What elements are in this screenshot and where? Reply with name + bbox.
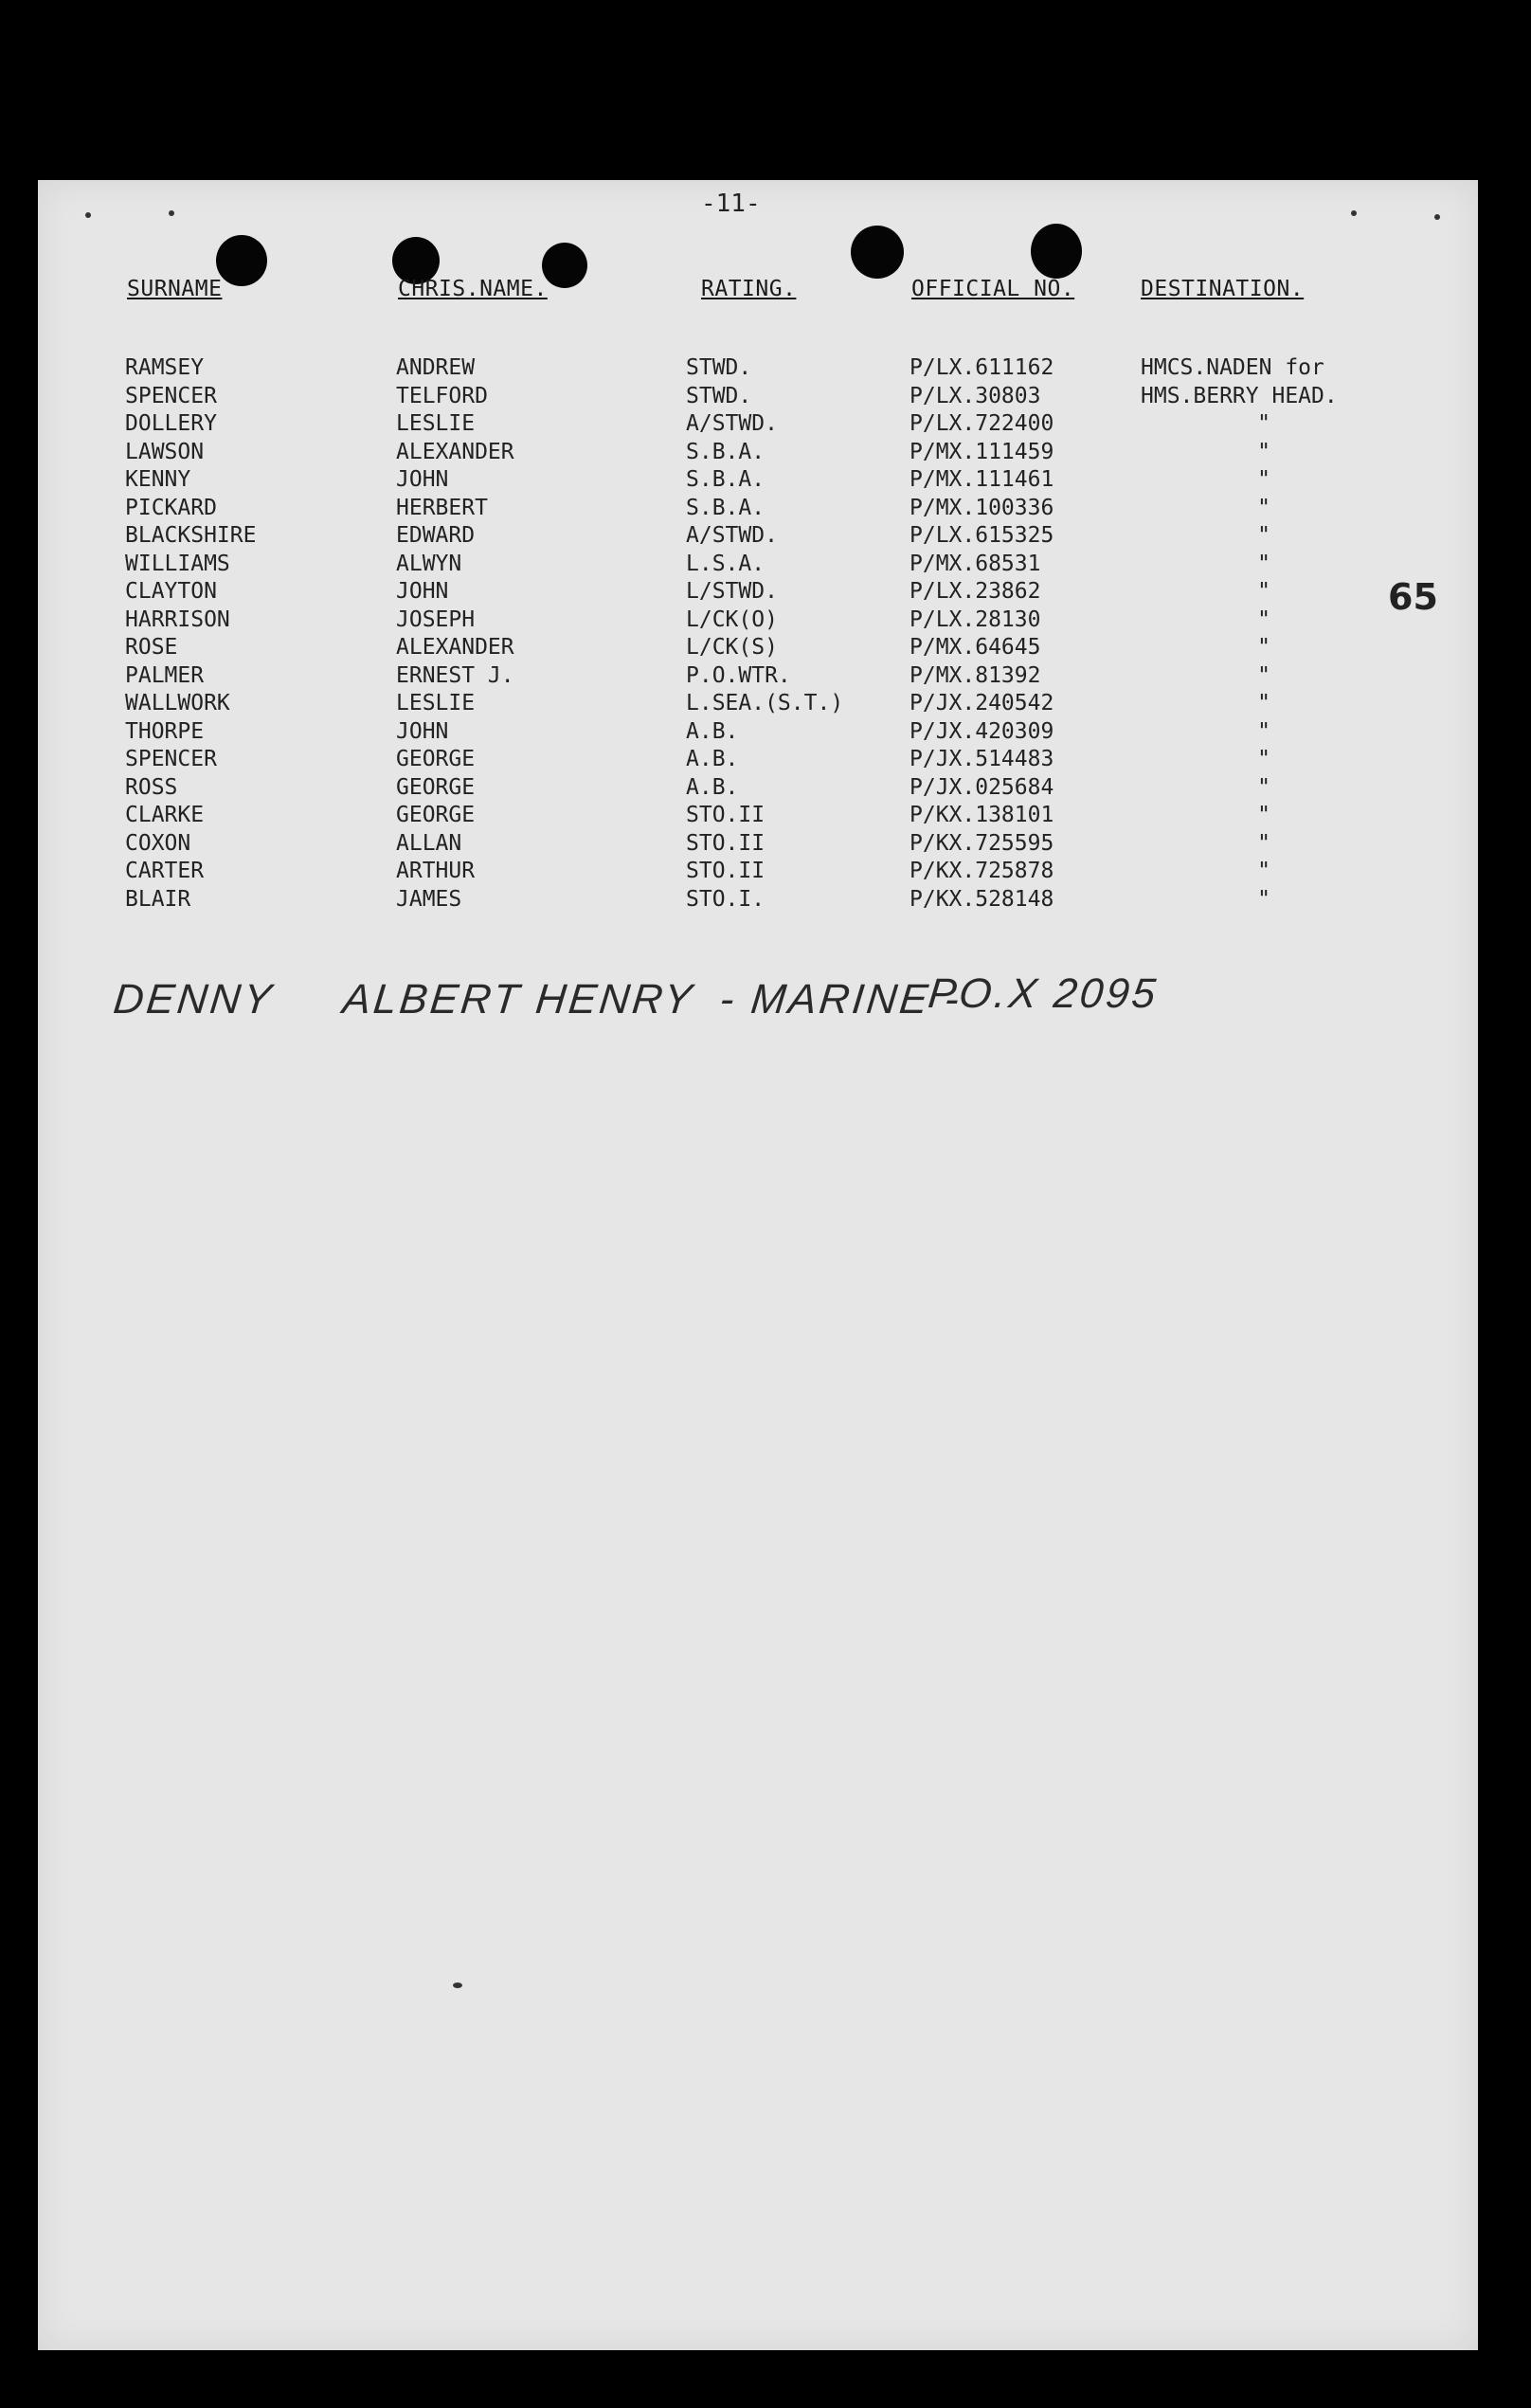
- handwritten-name: ALBERT HENRY: [340, 976, 697, 1023]
- handwritten-rating: - MARINE -: [717, 976, 964, 1023]
- surname-cell: SPENCER: [125, 383, 217, 408]
- surname-cell: BLACKSHIRE: [125, 523, 257, 548]
- destination-cell: ": [1257, 411, 1270, 436]
- paper-speck: [1434, 214, 1440, 220]
- official-no-cell: P/LX.30803: [910, 383, 1041, 408]
- punch-hole: [542, 243, 587, 288]
- christian-name-cell: JOHN: [396, 579, 449, 604]
- christian-name-cell: ANDREW: [396, 355, 476, 380]
- christian-name-cell: JOHN: [396, 718, 449, 744]
- rating-cell: L.S.A.: [686, 551, 766, 576]
- rating-cell: S.B.A.: [686, 495, 766, 520]
- official-no-cell: P/KX.725878: [910, 859, 1054, 883]
- official-no-cell: P/MX.68531: [910, 551, 1041, 576]
- page-number: -11-: [701, 190, 761, 218]
- surname-cell: CLARKE: [125, 803, 205, 827]
- rating-cell: STO.II: [686, 803, 766, 827]
- destination-cell: ": [1257, 830, 1270, 856]
- rating-cell: STO.II: [686, 859, 766, 883]
- official-no-cell: P/KX.138101: [910, 803, 1054, 827]
- rating-cell: S.B.A.: [686, 439, 766, 464]
- destination-cell: ": [1257, 718, 1270, 744]
- header-christian-name: CHRIS.NAME.: [398, 277, 548, 301]
- official-no-cell: P/MX.64645: [910, 635, 1041, 660]
- surname-cell: WALLWORK: [125, 691, 230, 715]
- official-no-cell: P/JX.025684: [910, 774, 1054, 800]
- rating-cell: L/CK(S): [686, 635, 778, 660]
- official-no-column: [910, 354, 1054, 914]
- christian-name-cell: GEORGE: [396, 747, 476, 771]
- margin-number: 65: [1388, 576, 1438, 618]
- surname-cell: CARTER: [125, 859, 205, 883]
- destination-cell: HMS.BERRY HEAD.: [1141, 383, 1338, 408]
- destination-cell: ": [1257, 467, 1270, 492]
- destination-cell: HMCS.NADEN for: [1141, 355, 1324, 380]
- official-no-cell: P/MX.111461: [910, 467, 1054, 492]
- rating-cell: S.B.A.: [686, 467, 766, 492]
- destination-cell: ": [1257, 691, 1270, 715]
- official-no-cell: P/JX.514483: [910, 747, 1054, 771]
- rating-cell: A/STWD.: [686, 411, 778, 436]
- official-no-cell: P/LX.23862: [910, 579, 1041, 604]
- surname-cell: ROSS: [125, 774, 178, 800]
- surname-column: [125, 354, 256, 914]
- rating-cell: STO.II: [686, 830, 766, 856]
- surname-cell: PICKARD: [125, 495, 217, 520]
- rating-cell: L.SEA.(S.T.): [686, 691, 844, 715]
- header-destination: DESTINATION.: [1141, 277, 1305, 301]
- official-no-cell: P/KX.725595: [910, 830, 1054, 856]
- rating-cell: STWD.: [686, 383, 752, 408]
- official-no-cell: P/KX.528148: [910, 886, 1054, 912]
- christian-name-cell: JAMES: [396, 886, 462, 912]
- christian-name-cell: HERBERT: [396, 495, 488, 520]
- surname-cell: PALMER: [125, 662, 205, 688]
- header-rating: RATING.: [701, 277, 797, 301]
- destination-cell: ": [1257, 439, 1270, 464]
- official-no-cell: P/MX.81392: [910, 662, 1041, 688]
- surname-cell: KENNY: [125, 467, 191, 492]
- surname-cell: HARRISON: [125, 607, 230, 632]
- official-no-cell: P/MX.111459: [910, 439, 1054, 464]
- paper-speck: [85, 212, 91, 218]
- destination-cell: ": [1257, 886, 1270, 912]
- surname-cell: ROSE: [125, 635, 178, 660]
- rating-column: [686, 354, 843, 914]
- surname-cell: WILLIAMS: [125, 551, 230, 576]
- official-no-cell: P/LX.28130: [910, 607, 1041, 632]
- rating-cell: A.B.: [686, 718, 739, 744]
- surname-cell: LAWSON: [125, 439, 205, 464]
- destination-cell: ": [1257, 579, 1270, 604]
- paper-speck: [1351, 210, 1357, 216]
- name-column: [396, 354, 514, 914]
- destination-cell: ": [1257, 774, 1270, 800]
- christian-name-cell: EDWARD: [396, 523, 476, 548]
- christian-name-cell: ARTHUR: [396, 859, 476, 883]
- surname-cell: THORPE: [125, 718, 205, 744]
- rating-cell: A/STWD.: [686, 523, 778, 548]
- paper-speck: [169, 210, 174, 216]
- destination-column: [1141, 354, 1387, 914]
- surname-cell: DOLLERY: [125, 411, 217, 436]
- christian-name-cell: LESLIE: [396, 411, 476, 436]
- paper-speck: [453, 1983, 462, 1988]
- christian-name-cell: JOHN: [396, 467, 449, 492]
- punch-hole: [1031, 224, 1082, 279]
- christian-name-cell: ERNEST J.: [396, 662, 514, 688]
- header-surname: SURNAME: [127, 277, 223, 301]
- official-no-cell: P/LX.611162: [910, 355, 1054, 380]
- destination-cell: ": [1257, 747, 1270, 771]
- christian-name-cell: ALWYN: [396, 551, 462, 576]
- punch-hole: [216, 235, 267, 286]
- handwritten-official-no: PO.X 2095: [926, 970, 1161, 1017]
- christian-name-cell: ALEXANDER: [396, 635, 514, 660]
- official-no-cell: P/JX.240542: [910, 691, 1054, 715]
- punch-hole: [851, 226, 904, 279]
- destination-cell: ": [1257, 803, 1270, 827]
- surname-cell: BLAIR: [125, 886, 191, 912]
- destination-cell: ": [1257, 495, 1270, 520]
- destination-cell: ": [1257, 662, 1270, 688]
- destination-cell: ": [1257, 551, 1270, 576]
- christian-name-cell: JOSEPH: [396, 607, 476, 632]
- christian-name-cell: ALEXANDER: [396, 439, 514, 464]
- destination-cell: ": [1257, 635, 1270, 660]
- official-no-cell: P/JX.420309: [910, 718, 1054, 744]
- surname-cell: CLAYTON: [125, 579, 217, 604]
- surname-cell: COXON: [125, 830, 191, 856]
- rating-cell: STWD.: [686, 355, 752, 380]
- destination-cell: ": [1257, 523, 1270, 548]
- destination-cell: ": [1257, 607, 1270, 632]
- surname-cell: SPENCER: [125, 747, 217, 771]
- rating-cell: L/STWD.: [686, 579, 778, 604]
- official-no-cell: P/LX.722400: [910, 411, 1054, 436]
- christian-name-cell: ALLAN: [396, 830, 462, 856]
- header-official-no: OFFICIAL NO.: [911, 277, 1075, 301]
- rating-cell: P.O.WTR.: [686, 662, 791, 688]
- official-no-cell: P/LX.615325: [910, 523, 1054, 548]
- rating-cell: STO.I.: [686, 886, 766, 912]
- surname-cell: RAMSEY: [125, 355, 205, 380]
- rating-cell: A.B.: [686, 747, 739, 771]
- destination-cell: ": [1257, 859, 1270, 883]
- handwritten-surname: DENNY: [111, 976, 277, 1023]
- christian-name-cell: LESLIE: [396, 691, 476, 715]
- rating-cell: L/CK(O): [686, 607, 778, 632]
- official-no-cell: P/MX.100336: [910, 495, 1054, 520]
- rating-cell: A.B.: [686, 774, 739, 800]
- christian-name-cell: GEORGE: [396, 803, 476, 827]
- christian-name-cell: TELFORD: [396, 383, 488, 408]
- christian-name-cell: GEORGE: [396, 774, 476, 800]
